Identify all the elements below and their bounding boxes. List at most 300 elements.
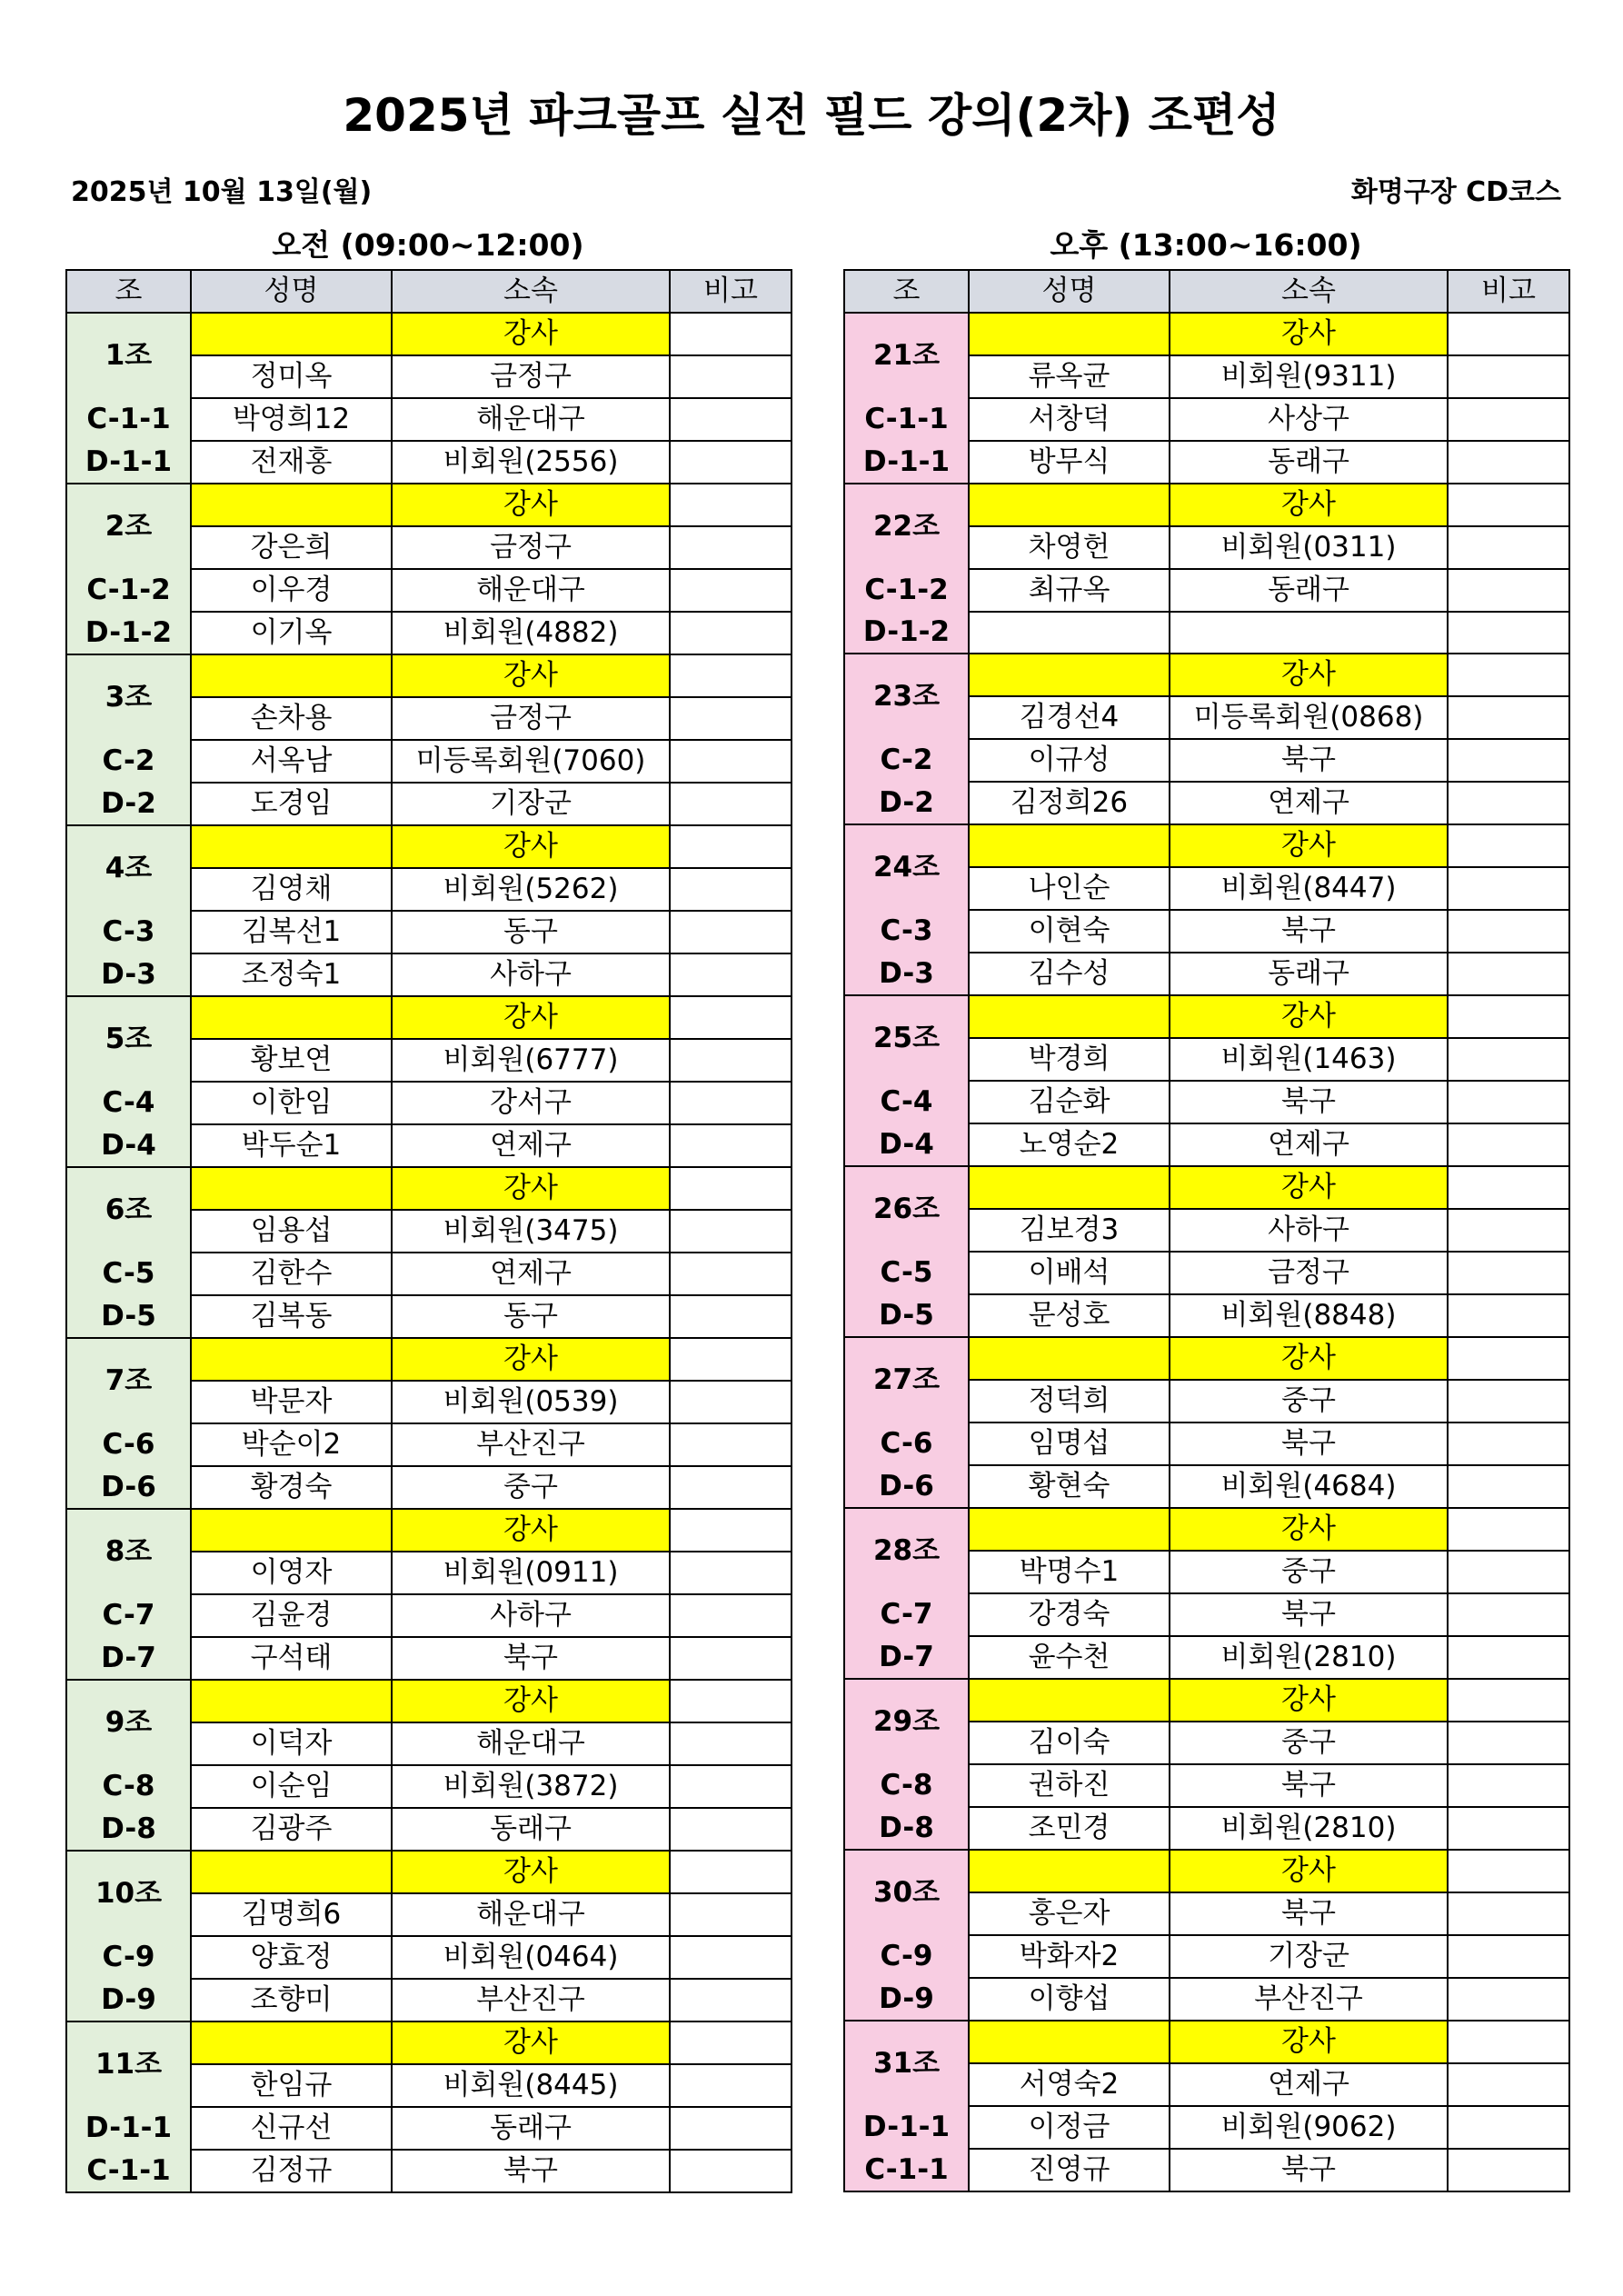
member-remarks <box>670 1893 792 1936</box>
member-remarks <box>670 1594 792 1637</box>
instructor-row <box>66 825 792 868</box>
member-name: 양효정 <box>191 1936 392 1979</box>
instructor-row <box>844 1508 1569 1551</box>
member-remarks <box>670 911 792 953</box>
member-remarks <box>1448 739 1569 782</box>
member-remarks <box>670 953 792 996</box>
instructor-label: 강사 <box>392 825 670 868</box>
group-label: 26조 <box>844 1166 969 1252</box>
member-name: 전재홍 <box>191 441 392 484</box>
member-row <box>844 1252 1569 1294</box>
member-name: 박문자 <box>191 1381 392 1423</box>
course-code-d: D-3 <box>66 953 191 996</box>
member-remarks <box>1448 1593 1569 1636</box>
instructor-label: 강사 <box>392 1509 670 1552</box>
column-header-group: 조 <box>844 270 969 313</box>
instructor-row <box>844 1166 1569 1209</box>
instructor-label: 강사 <box>392 1851 670 1893</box>
member-affiliation: 비회원(2810) <box>1170 1636 1448 1679</box>
course-code-c: C-8 <box>66 1765 191 1808</box>
member-affiliation: 금정구 <box>392 355 670 398</box>
member-affiliation: 비회원(2556) <box>392 441 670 484</box>
member-affiliation: 미등록회원(0868) <box>1170 696 1448 739</box>
member-name <box>191 825 392 868</box>
member-row <box>844 739 1569 782</box>
member-remarks <box>670 1765 792 1808</box>
course-code-c: C-6 <box>66 1423 191 1466</box>
member-name: 정미옥 <box>191 355 392 398</box>
course-code-d: D-6 <box>66 1466 191 1509</box>
member-name: 신규선 <box>191 2107 392 2150</box>
instructor-label: 강사 <box>1170 313 1448 355</box>
member-name <box>969 484 1170 526</box>
member-affiliation: 중구 <box>1170 1551 1448 1593</box>
member-affiliation: 금정구 <box>392 526 670 569</box>
group-label: 21조 <box>844 313 969 398</box>
member-remarks <box>1448 1209 1569 1252</box>
member-remarks <box>1448 782 1569 824</box>
member-affiliation: 비회원(9311) <box>1170 355 1448 398</box>
member-affiliation: 연제구 <box>392 1253 670 1295</box>
member-name: 조민경 <box>969 1807 1170 1850</box>
course-code-d: D-7 <box>66 1637 191 1680</box>
member-row <box>66 1637 792 1680</box>
member-remarks <box>670 1082 792 1124</box>
group-label: 27조 <box>844 1337 969 1423</box>
member-name <box>969 2021 1170 2063</box>
course-code-c: C-4 <box>66 1082 191 1124</box>
member-affiliation: 동래구 <box>392 2107 670 2150</box>
group-label: 11조 <box>66 2021 191 2107</box>
member-affiliation: 비회원(8445) <box>392 2064 670 2107</box>
member-remarks <box>1448 1337 1569 1380</box>
member-name: 황현숙 <box>969 1465 1170 1508</box>
course-code-c: C-8 <box>844 1764 969 1807</box>
instructor-label: 강사 <box>1170 1679 1448 1722</box>
member-affiliation: 사하구 <box>1170 1209 1448 1252</box>
member-row <box>844 612 1569 654</box>
instructor-row <box>66 996 792 1039</box>
member-remarks <box>1448 696 1569 739</box>
member-remarks <box>670 1509 792 1552</box>
instructor-row <box>66 1338 792 1381</box>
member-row <box>844 398 1569 441</box>
member-affiliation: 비회원(4882) <box>392 612 670 654</box>
member-remarks <box>670 1381 792 1423</box>
member-name: 김정희26 <box>969 782 1170 824</box>
member-row <box>844 1465 1569 1508</box>
member-name <box>191 1851 392 1893</box>
instructor-row <box>844 484 1569 526</box>
member-name: 황경숙 <box>191 1466 392 1509</box>
member-remarks <box>1448 1123 1569 1166</box>
member-affiliation: 해운대구 <box>392 398 670 441</box>
member-remarks <box>670 355 792 398</box>
course-code-c: C-5 <box>66 1253 191 1295</box>
morning-roster-table <box>65 269 792 2193</box>
instructor-row <box>844 995 1569 1038</box>
instructor-row <box>844 654 1569 696</box>
member-affiliation: 사하구 <box>392 953 670 996</box>
group-label: 4조 <box>66 825 191 911</box>
member-name <box>969 313 1170 355</box>
member-row <box>844 1935 1569 1978</box>
member-name <box>969 654 1170 696</box>
instructor-label: 강사 <box>392 2021 670 2064</box>
member-affiliation: 북구 <box>1170 1892 1448 1935</box>
member-affiliation: 비회원(8447) <box>1170 867 1448 910</box>
member-affiliation: 해운대구 <box>392 569 670 612</box>
member-row <box>66 740 792 783</box>
morning-session-heading: 오전 (09:00~12:00) <box>272 227 584 263</box>
instructor-label: 강사 <box>392 654 670 697</box>
instructor-row <box>844 1337 1569 1380</box>
member-affiliation: 기장군 <box>1170 1935 1448 1978</box>
member-remarks <box>1448 1166 1569 1209</box>
member-remarks <box>1448 526 1569 569</box>
group-label: 28조 <box>844 1508 969 1593</box>
member-remarks <box>670 697 792 740</box>
instructor-row <box>66 1680 792 1722</box>
member-affiliation: 중구 <box>1170 1722 1448 1764</box>
member-remarks <box>670 612 792 654</box>
member-remarks <box>670 2107 792 2150</box>
member-remarks <box>670 1167 792 1210</box>
member-remarks <box>1448 1935 1569 1978</box>
member-row <box>66 1808 792 1851</box>
member-name: 박두순1 <box>191 1124 392 1167</box>
member-remarks <box>670 654 792 697</box>
member-row <box>66 1765 792 1808</box>
member-remarks <box>670 1637 792 1680</box>
member-name: 이덕자 <box>191 1722 392 1765</box>
member-name <box>969 1508 1170 1551</box>
member-name: 박화자2 <box>969 1935 1170 1978</box>
instructor-row <box>66 2021 792 2064</box>
member-affiliation: 비회원(5262) <box>392 868 670 911</box>
member-remarks <box>670 1722 792 1765</box>
member-row <box>66 2150 792 2192</box>
group-label: 23조 <box>844 654 969 739</box>
instructor-row <box>844 313 1569 355</box>
instructor-row <box>844 824 1569 867</box>
member-affiliation: 부산진구 <box>1170 1978 1448 2021</box>
member-remarks <box>1448 2021 1569 2063</box>
group-label: 1조 <box>66 313 191 398</box>
instructor-label: 강사 <box>1170 484 1448 526</box>
member-name: 방무식 <box>969 441 1170 484</box>
member-row <box>844 1636 1569 1679</box>
event-date: 2025년 10월 13일(월) <box>71 176 373 208</box>
course-code-d: C-1-1 <box>844 2149 969 2191</box>
member-remarks <box>670 1466 792 1509</box>
member-affiliation: 동래구 <box>1170 569 1448 612</box>
member-name: 홍은자 <box>969 1892 1170 1935</box>
member-name: 황보연 <box>191 1039 392 1082</box>
instructor-row <box>66 313 792 355</box>
member-row <box>66 398 792 441</box>
course-code-c: C-3 <box>66 911 191 953</box>
instructor-label: 강사 <box>1170 824 1448 867</box>
member-affiliation: 북구 <box>392 2150 670 2192</box>
member-row <box>66 1466 792 1509</box>
member-affiliation: 비회원(3475) <box>392 1210 670 1253</box>
member-name: 구석태 <box>191 1637 392 1680</box>
instructor-row <box>66 1509 792 1552</box>
member-affiliation: 중구 <box>392 1466 670 1509</box>
member-remarks <box>1448 2063 1569 2106</box>
instructor-row <box>66 1851 792 1893</box>
course-code-d: D-1-2 <box>844 612 969 654</box>
member-affiliation: 비회원(3872) <box>392 1765 670 1808</box>
member-name: 박순이2 <box>191 1423 392 1466</box>
group-label: 2조 <box>66 484 191 569</box>
member-name: 이기옥 <box>191 612 392 654</box>
member-remarks <box>670 1210 792 1253</box>
afternoon-roster-table <box>843 269 1570 2192</box>
member-remarks <box>1448 824 1569 867</box>
course-code-d: D-9 <box>844 1978 969 2021</box>
member-row <box>66 1979 792 2021</box>
instructor-label: 강사 <box>1170 1850 1448 1892</box>
member-remarks <box>670 1680 792 1722</box>
member-remarks <box>1448 1807 1569 1850</box>
course-code-c: C-1-2 <box>66 569 191 612</box>
member-remarks <box>670 441 792 484</box>
member-name <box>969 824 1170 867</box>
member-name: 권하진 <box>969 1764 1170 1807</box>
member-name: 도경임 <box>191 783 392 825</box>
course-code-c: C-7 <box>844 1593 969 1636</box>
member-affiliation: 사하구 <box>392 1594 670 1637</box>
member-row <box>66 911 792 953</box>
course-code-d: D-2 <box>66 783 191 825</box>
instructor-label: 강사 <box>1170 1508 1448 1551</box>
member-name: 노영순2 <box>969 1123 1170 1166</box>
member-name <box>191 1509 392 1552</box>
member-name <box>191 1680 392 1722</box>
member-name: 김보경3 <box>969 1209 1170 1252</box>
member-remarks <box>1448 1892 1569 1935</box>
course-code-c: C-3 <box>844 910 969 953</box>
member-affiliation: 부산진구 <box>392 1979 670 2021</box>
course-code-d: D-1-1 <box>844 441 969 484</box>
member-remarks <box>670 1295 792 1338</box>
member-name: 조정숙1 <box>191 953 392 996</box>
instructor-label: 강사 <box>1170 1166 1448 1209</box>
member-name <box>969 1337 1170 1380</box>
member-name: 김순화 <box>969 1081 1170 1123</box>
group-label: 5조 <box>66 996 191 1082</box>
member-row <box>66 1594 792 1637</box>
table-header-row <box>66 270 792 313</box>
member-row <box>844 1593 1569 1636</box>
member-name: 김정규 <box>191 2150 392 2192</box>
member-remarks <box>1448 1294 1569 1337</box>
member-name <box>191 484 392 526</box>
course-code-c: C-1-1 <box>844 398 969 441</box>
instructor-label: 강사 <box>1170 654 1448 696</box>
member-name: 최규옥 <box>969 569 1170 612</box>
member-name <box>191 313 392 355</box>
member-remarks <box>1448 910 1569 953</box>
member-remarks <box>1448 654 1569 696</box>
group-label: 25조 <box>844 995 969 1081</box>
member-affiliation: 동래구 <box>1170 441 1448 484</box>
member-remarks <box>1448 2106 1569 2149</box>
member-remarks <box>670 526 792 569</box>
member-remarks <box>1448 1722 1569 1764</box>
member-name: 서영숙2 <box>969 2063 1170 2106</box>
member-remarks <box>1448 2149 1569 2191</box>
member-name <box>191 654 392 697</box>
member-row <box>66 783 792 825</box>
course-code-d: D-6 <box>844 1465 969 1508</box>
member-name: 박경희 <box>969 1038 1170 1081</box>
member-name: 이한임 <box>191 1082 392 1124</box>
member-remarks <box>1448 1551 1569 1593</box>
instructor-label: 강사 <box>1170 1337 1448 1380</box>
member-name: 김광주 <box>191 1808 392 1851</box>
instructor-row <box>844 1679 1569 1722</box>
course-code-c: C-2 <box>844 739 969 782</box>
member-row <box>66 2107 792 2150</box>
member-remarks <box>670 1979 792 2021</box>
course-code-c: C-9 <box>66 1936 191 1979</box>
group-label: 7조 <box>66 1338 191 1423</box>
member-name <box>969 612 1170 654</box>
member-name: 김이숙 <box>969 1722 1170 1764</box>
member-remarks <box>1448 1252 1569 1294</box>
member-affiliation: 비회원(0911) <box>392 1552 670 1594</box>
member-row <box>844 1764 1569 1807</box>
member-affiliation: 북구 <box>1170 2149 1448 2191</box>
member-remarks <box>670 398 792 441</box>
member-remarks <box>670 740 792 783</box>
course-code-c: C-4 <box>844 1081 969 1123</box>
course-code-d: D-8 <box>844 1807 969 1850</box>
member-affiliation: 미등록회원(7060) <box>392 740 670 783</box>
member-remarks <box>1448 1850 1569 1892</box>
instructor-label: 강사 <box>392 1680 670 1722</box>
member-affiliation: 사상구 <box>1170 398 1448 441</box>
member-affiliation: 연제구 <box>1170 2063 1448 2106</box>
instructor-label: 강사 <box>392 996 670 1039</box>
instructor-row <box>66 1167 792 1210</box>
course-code-c: D-1-1 <box>66 2107 191 2150</box>
instructor-label: 강사 <box>392 313 670 355</box>
column-header-affiliation: 소속 <box>1170 270 1448 313</box>
member-name: 류옥균 <box>969 355 1170 398</box>
member-affiliation: 비회원(8848) <box>1170 1294 1448 1337</box>
page-title: 2025년 파크골프 실전 필드 강의(2차) 조편성 <box>343 89 1280 142</box>
member-remarks <box>670 1423 792 1466</box>
member-name: 임용섭 <box>191 1210 392 1253</box>
member-row <box>66 612 792 654</box>
member-name <box>969 1166 1170 1209</box>
member-affiliation: 동구 <box>392 911 670 953</box>
member-row <box>66 953 792 996</box>
member-name <box>191 1338 392 1381</box>
member-name: 김영채 <box>191 868 392 911</box>
column-header-affiliation: 소속 <box>392 270 670 313</box>
member-name <box>969 1850 1170 1892</box>
member-remarks <box>1448 313 1569 355</box>
member-row <box>844 1294 1569 1337</box>
member-affiliation: 금정구 <box>1170 1252 1448 1294</box>
member-affiliation: 비회원(4684) <box>1170 1465 1448 1508</box>
course-code-c: C-2 <box>66 740 191 783</box>
member-remarks <box>670 313 792 355</box>
instructor-label: 강사 <box>1170 995 1448 1038</box>
member-name <box>191 1167 392 1210</box>
member-name <box>191 996 392 1039</box>
member-affiliation: 비회원(0539) <box>392 1381 670 1423</box>
member-affiliation: 동래구 <box>1170 953 1448 995</box>
member-name: 서창덕 <box>969 398 1170 441</box>
member-remarks <box>670 825 792 868</box>
member-remarks <box>1448 1978 1569 2021</box>
group-label: 6조 <box>66 1167 191 1253</box>
course-code-d: D-1-1 <box>66 441 191 484</box>
member-remarks <box>1448 441 1569 484</box>
group-label: 24조 <box>844 824 969 910</box>
member-remarks <box>1448 612 1569 654</box>
member-remarks <box>1448 953 1569 995</box>
instructor-label: 강사 <box>392 1167 670 1210</box>
member-name: 진영규 <box>969 2149 1170 2191</box>
member-affiliation: 북구 <box>1170 1423 1448 1465</box>
member-name: 손차용 <box>191 697 392 740</box>
member-remarks <box>670 1338 792 1381</box>
group-label: 10조 <box>66 1851 191 1936</box>
member-row <box>844 1423 1569 1465</box>
member-remarks <box>1448 398 1569 441</box>
member-name: 김경선4 <box>969 696 1170 739</box>
member-remarks <box>670 1253 792 1295</box>
member-name: 박명수1 <box>969 1551 1170 1593</box>
member-row <box>844 2106 1569 2149</box>
member-affiliation: 기장군 <box>392 783 670 825</box>
member-name: 박영희12 <box>191 398 392 441</box>
member-remarks <box>670 569 792 612</box>
column-header-remarks: 비고 <box>1448 270 1569 313</box>
member-remarks <box>670 2150 792 2192</box>
member-remarks <box>670 484 792 526</box>
group-label: 8조 <box>66 1509 191 1594</box>
member-affiliation: 북구 <box>1170 1764 1448 1807</box>
member-affiliation: 강서구 <box>392 1082 670 1124</box>
member-affiliation: 북구 <box>1170 1081 1448 1123</box>
member-name <box>969 1679 1170 1722</box>
member-name: 강은희 <box>191 526 392 569</box>
member-remarks <box>1448 1465 1569 1508</box>
member-name: 이정금 <box>969 2106 1170 2149</box>
member-name: 이규성 <box>969 739 1170 782</box>
member-name: 차영헌 <box>969 526 1170 569</box>
member-remarks <box>670 1808 792 1851</box>
course-code-c: C-7 <box>66 1594 191 1637</box>
table-header-row <box>844 270 1569 313</box>
member-affiliation: 동구 <box>392 1295 670 1338</box>
member-affiliation: 북구 <box>1170 910 1448 953</box>
course-code-d: D-4 <box>844 1123 969 1166</box>
member-remarks <box>1448 1764 1569 1807</box>
course-code-d: D-5 <box>844 1294 969 1337</box>
member-name: 서옥남 <box>191 740 392 783</box>
member-remarks <box>1448 867 1569 910</box>
course-code-d: D-1-2 <box>66 612 191 654</box>
